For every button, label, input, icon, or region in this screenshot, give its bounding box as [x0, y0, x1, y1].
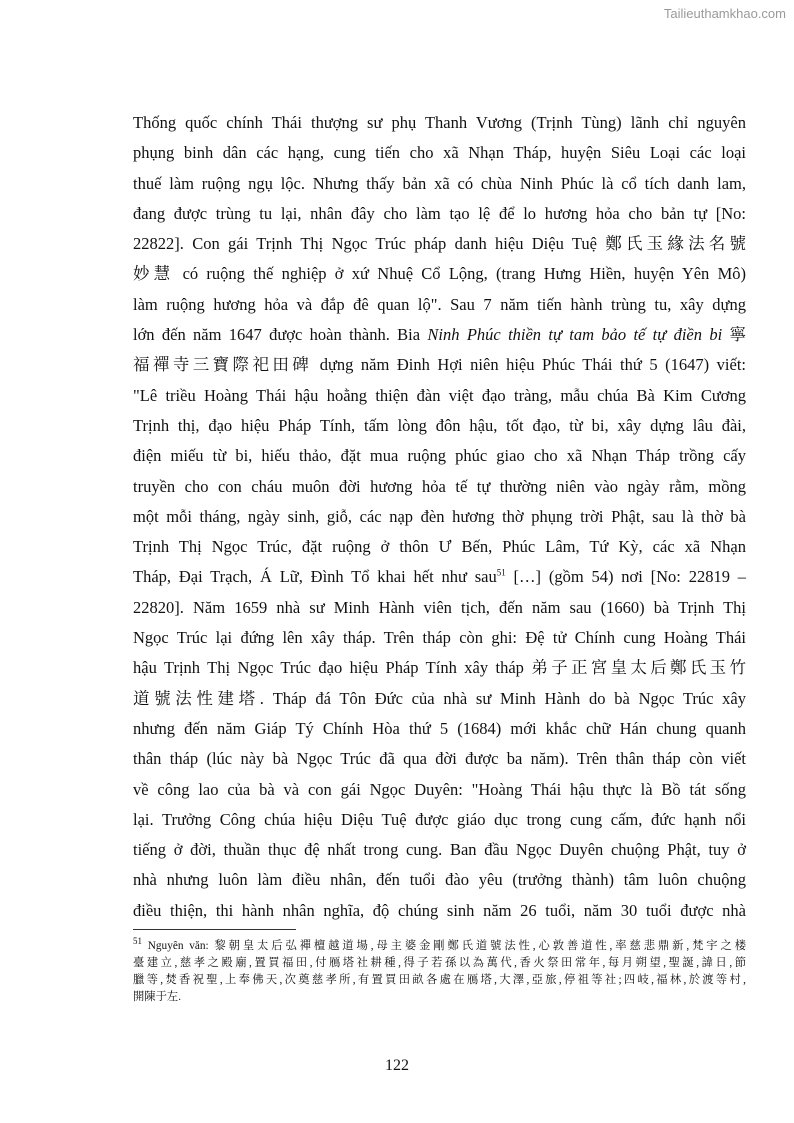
- watermark: Tailieuthamkhao.com: [663, 6, 786, 21]
- text-line: thân tháp (lúc này bà Ngọc Trúc đã qua đời được ba năm). Trên thân tháp còn viết: [133, 749, 746, 769]
- footnote-text: Nguyên văn: 黎朝皇太后弘禪檀越道場,母主婆金剛鄭氏道號法性,心敦善道性,率慈悲鼎新,梵宇之楼: [142, 940, 746, 952]
- text-line: tiếng ở đời, thuần thục đệ nhất trong cung. Ban đầu Ngọc Duyên chuộng Phật, tuy ở: [133, 840, 746, 860]
- text-line: hậu Trịnh Thị Ngọc Trúc đạo hiệu Pháp Tính xây tháp 弟子正宮皇太后鄭氏玉竹: [133, 658, 746, 678]
- footnote-line: 臺建立,慈孝之殿廟,置買福田,付鴈塔社耕種,得子若孫以為萬代,香火祭田常年,每月朔望,聖誕,諱日,節: [133, 957, 746, 969]
- text-line: Trịnh thị, đạo hiệu Pháp Tính, tấm lòng đôn hậu, tốt đạo, từ bi, xây dựng lâu đài,: [133, 415, 746, 435]
- footnote-line: 開陳于左.: [133, 991, 182, 1003]
- footnote-line: 臘等,焚香祝聖,上奉佛天,次奠慈孝所,有置買田畝各處在鴈塔,大澤,亞旅,停祖等社;四岐,福林,於渡等村,: [133, 974, 746, 986]
- body-text: [133, 108, 746, 926]
- text-line-inscription-title: [133, 320, 746, 350]
- text-line-footnote-ref: [133, 562, 746, 592]
- text-line: điều thiện, thi hành nhân nghĩa, độ chúng sinh năm 26 tuổi, năm 30 tuổi được nhà: [133, 900, 746, 920]
- text-line: về công lao của bà và con gái Ngọc Duyên: "Hoàng Thái hậu thực là Bồ tát sống: [133, 779, 746, 799]
- footnote-line: [133, 938, 746, 955]
- text-line: lại. Trưởng Công chúa hiệu Diệu Tuệ được giáo dục trong cung cấm, đức hạnh nổi: [133, 809, 746, 829]
- inscription-title: Ninh Phúc thiền tự tam bảo tế tự điền bi: [427, 325, 723, 345]
- text-line: 妙慧 có ruộng thế nghiệp ở xứ Nhuệ Cổ Lộng, (trang Hưng Hiền, huyện Yên Mô): [133, 264, 746, 284]
- text-line: Thống quốc chính Thái thượng sư phụ Thanh Vương (Trịnh Tùng) lãnh chỉ nguyên: [133, 113, 746, 132]
- footnote: [133, 938, 746, 1006]
- text-line: truyền cho con cháu muôn đời hương hỏa tế tự thường niên vào ngày rằm, mồng: [133, 476, 746, 496]
- text-after: 寧: [722, 325, 746, 345]
- text-line: nhưng đến năm Giáp Tý Chính Hòa thứ 5 (1684) mới khắc chữ Hán chung quanh: [133, 718, 746, 738]
- text-line: "Lê triều Hoàng Thái hậu hoằng thiện đàn việt đạo tràng, mẫu chúa Bà Kim Cương: [133, 385, 746, 405]
- page-number: 122: [385, 1057, 409, 1074]
- text-line: Ngọc Trúc lại đứng lên xây tháp. Trên tháp còn ghi: Đệ tử Chính cung Hoàng Thái: [133, 628, 746, 648]
- footnote-marker: 51: [133, 936, 142, 947]
- text-before: lớn đến năm 1647 được hoàn thành. Bia: [133, 325, 428, 345]
- text-line: 22820]. Năm 1659 nhà sư Minh Hành viên tịch, đến năm sau (1660) bà Trịnh Thị: [133, 597, 746, 617]
- text-line: nhà nhưng luôn làm điều nhân, đến tuổi đào yêu (trưởng thành) tâm luôn chuộng: [133, 870, 746, 890]
- text-line: phụng binh dân các hạng, cung tiến cho xã Nhạn Tháp, huyện Siêu Loại các loại: [133, 143, 746, 163]
- text-line: đang được trùng tu lại, nhân đây cho làm tạo lệ để lo hương hỏa cho bản tự [No:: [133, 203, 746, 223]
- footnote-divider: [133, 929, 296, 930]
- text-line: thuế làm ruộng ngụ lộc. Nhưng thấy bản xã có chùa Ninh Phúc là cổ tích danh lam,: [133, 173, 746, 193]
- text-line: 22822]. Con gái Trịnh Thị Ngọc Trúc pháp danh hiệu Diệu Tuệ 鄭氏玉緣法名號: [133, 234, 746, 254]
- text-line: điện miếu từ bi, hiếu thảo, đặt mua ruộng phúc giao cho xã Nhạn Tháp trồng cấy: [133, 446, 746, 466]
- text-before: Tháp, Đại Trạch, Á Lữ, Đình Tổ khai hết như sau: [133, 567, 497, 587]
- text-after: […] (gồm 54) nơi [No: 22819 –: [505, 567, 746, 587]
- text-line: 福禪寺三寶際祀田碑 dựng năm Đinh Hợi niên hiệu Phúc Thái thứ 5 (1647) viết:: [133, 355, 746, 375]
- text-line: một mỗi tháng, ngày sinh, giỗ, các nạp đèn hương thờ phụng trời Phật, sau là thờ bà: [133, 506, 746, 526]
- text-line: Trịnh Thị Ngọc Trúc, đặt ruộng ở thôn Ư Bến, Phúc Lâm, Tứ Kỳ, các xã Nhạn: [133, 537, 746, 557]
- text-line: làm ruộng hương hỏa và đắp đê quan lộ". Sau 7 năm tiến hành trùng tu, xây dựng: [133, 294, 746, 314]
- footnote-reference[interactable]: 51: [496, 567, 506, 578]
- text-line: 道號法性建塔. Tháp đá Tôn Đức của nhà sư Minh Hành do bà Ngọc Trúc xây: [133, 688, 746, 708]
